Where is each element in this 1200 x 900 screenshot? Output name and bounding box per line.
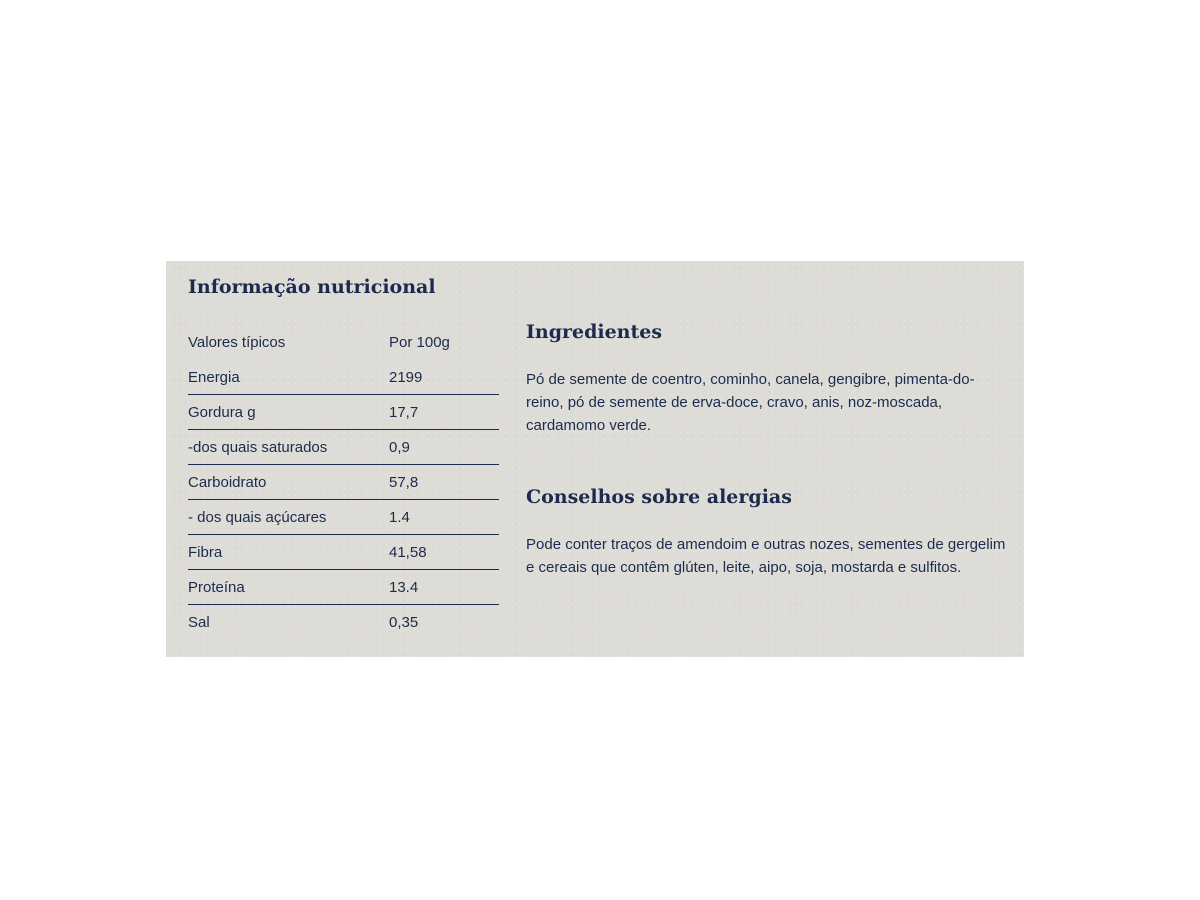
table-row [188,360,499,395]
ingredients-text: Pó de semente de coentro, cominho, canela, gengibre, pimenta-do-reino, pó de semente de erva-doce, cravo, anis, noz-moscada, cardamomo verde. [526,371,975,434]
table-row [188,395,499,430]
nutrient-label: Carboidrato [188,473,267,491]
nutrient-label: Fibra [188,543,223,561]
nutrient-value: 41,58 [389,543,427,561]
table-row [188,500,499,535]
nutrient-value: 1.4 [389,508,410,526]
nutrition-header-row [188,325,499,360]
nutrient-value: 57,8 [389,473,419,491]
nutrient-value: 0,9 [389,438,410,456]
nutrient-label: -dos quais saturados [188,438,328,456]
nutrient-value: 2199 [389,368,423,386]
nutrition-header-label: Valores típicos [188,334,286,351]
ingredients-title: Ingredientes [526,321,663,343]
nutrient-label: Sal [188,614,210,631]
nutrient-label: Proteína [188,578,245,596]
nutrient-label: Energia [188,368,240,386]
table-row [188,465,499,500]
table-row [188,605,499,640]
table-row [188,430,499,465]
nutrition-header-value: Por 100g [389,334,450,351]
allergy-text: Pode conter traços de amendoim e outras nozes, sementes de gergelim e cereais que contêm glúten, leite, aipo, soja, mostarda e sulfitos. [526,536,1006,576]
nutrition-table [188,325,499,640]
table-row [188,535,499,570]
nutrient-value: 13.4 [389,578,419,596]
nutrient-value: 0,35 [389,614,419,631]
table-row [188,570,499,605]
nutrient-label: - dos quais açúcares [188,508,327,526]
nutrient-value: 17,7 [389,403,419,421]
allergy-title: Conselhos sobre alergias [526,486,792,508]
nutrient-label: Gordura g [188,403,256,421]
nutrition-title: Informação nutricional [188,276,436,298]
product-info-panel [166,261,1024,657]
